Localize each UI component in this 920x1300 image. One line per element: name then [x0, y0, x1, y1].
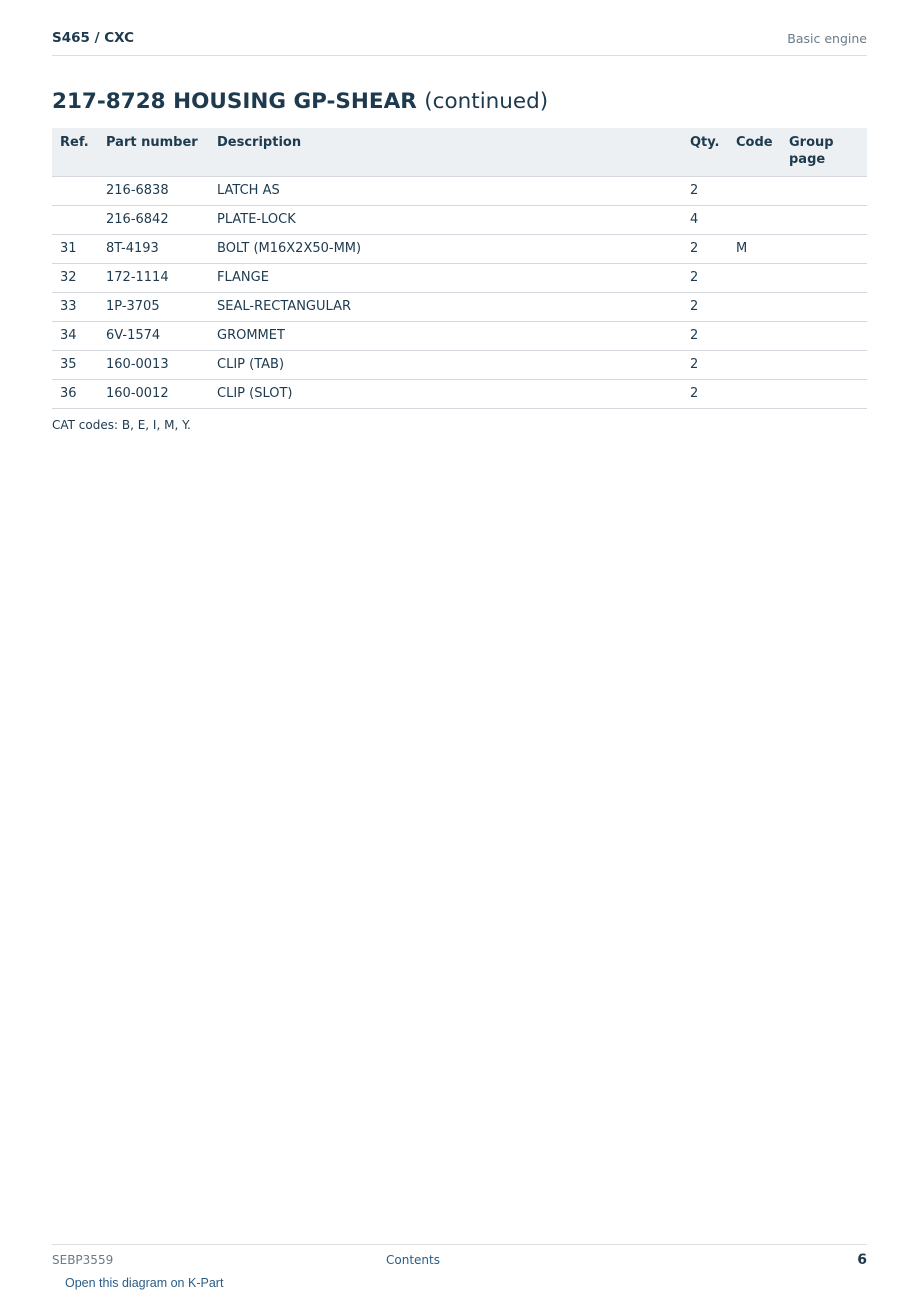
cell-part-number: 160-0012: [98, 380, 209, 409]
cell-qty: 4: [682, 206, 728, 235]
cell-part-number: 160-0013: [98, 351, 209, 380]
cell-ref: 35: [52, 351, 98, 380]
column-header-part-number: Part number: [98, 128, 209, 177]
cell-code: [728, 293, 781, 322]
title-suffix: (continued): [424, 89, 549, 114]
kpart-diagram-link[interactable]: Open this diagram on K-Part: [65, 1276, 224, 1290]
table-row: [52, 351, 867, 380]
cell-code: [728, 264, 781, 293]
cell-description: GROMMET: [209, 322, 682, 351]
document-id: SEBP3559: [52, 1253, 114, 1267]
cell-qty: 2: [682, 235, 728, 264]
cell-code: M: [728, 235, 781, 264]
page-number: 6: [857, 1252, 867, 1268]
cell-description: CLIP (TAB): [209, 351, 682, 380]
column-header-group-page: Group page: [781, 128, 867, 177]
cell-part-number: 216-6838: [98, 177, 209, 206]
cell-code: [728, 380, 781, 409]
cell-ref: 36: [52, 380, 98, 409]
section-label: Basic engine: [787, 31, 867, 46]
cell-code: [728, 351, 781, 380]
cell-group-page: [781, 322, 867, 351]
column-header-description: Description: [209, 128, 682, 177]
column-header-qty: Qty.: [682, 128, 728, 177]
table-row: [52, 235, 867, 264]
cell-part-number: 6V-1574: [98, 322, 209, 351]
cell-part-number: 216-6842: [98, 206, 209, 235]
cell-part-number: 172-1114: [98, 264, 209, 293]
table-row: [52, 206, 867, 235]
cat-codes-note: CAT codes: B, E, I, M, Y.: [52, 418, 191, 432]
table-row: [52, 322, 867, 351]
cell-description: BOLT (M16X2X50-MM): [209, 235, 682, 264]
parts-table: [52, 128, 867, 409]
cell-code: [728, 177, 781, 206]
model-label: S465 / CXC: [52, 30, 134, 46]
table-header-row: [52, 128, 867, 177]
cell-part-number: 1P-3705: [98, 293, 209, 322]
table-row: [52, 264, 867, 293]
table-row: [52, 293, 867, 322]
contents-link[interactable]: Contents: [386, 1253, 440, 1267]
cell-qty: 2: [682, 380, 728, 409]
cell-qty: 2: [682, 351, 728, 380]
cell-ref: [52, 206, 98, 235]
cell-ref: [52, 177, 98, 206]
cell-ref: 34: [52, 322, 98, 351]
cell-description: CLIP (SLOT): [209, 380, 682, 409]
cell-group-page: [781, 293, 867, 322]
cell-group-page: [781, 235, 867, 264]
cell-qty: 2: [682, 177, 728, 206]
table-row: [52, 177, 867, 206]
column-header-ref: Ref.: [52, 128, 98, 177]
cell-group-page: [781, 206, 867, 235]
cell-group-page: [781, 380, 867, 409]
cell-description: PLATE-LOCK: [209, 206, 682, 235]
cell-qty: 2: [682, 264, 728, 293]
cell-ref: 33: [52, 293, 98, 322]
column-header-code: Code: [728, 128, 781, 177]
cell-code: [728, 322, 781, 351]
cell-description: SEAL-RECTANGULAR: [209, 293, 682, 322]
cell-part-number: 8T-4193: [98, 235, 209, 264]
cell-ref: 32: [52, 264, 98, 293]
page-title: [52, 89, 548, 114]
cell-qty: 2: [682, 322, 728, 351]
page-header: [52, 28, 867, 56]
cell-group-page: [781, 264, 867, 293]
title-main: 217-8728 HOUSING GP-SHEAR: [52, 89, 417, 114]
cell-group-page: [781, 177, 867, 206]
cell-group-page: [781, 351, 867, 380]
cell-code: [728, 206, 781, 235]
table-row: [52, 380, 867, 409]
cell-qty: 2: [682, 293, 728, 322]
page-footer: [52, 1244, 867, 1275]
cell-description: LATCH AS: [209, 177, 682, 206]
cell-ref: 31: [52, 235, 98, 264]
cell-description: FLANGE: [209, 264, 682, 293]
